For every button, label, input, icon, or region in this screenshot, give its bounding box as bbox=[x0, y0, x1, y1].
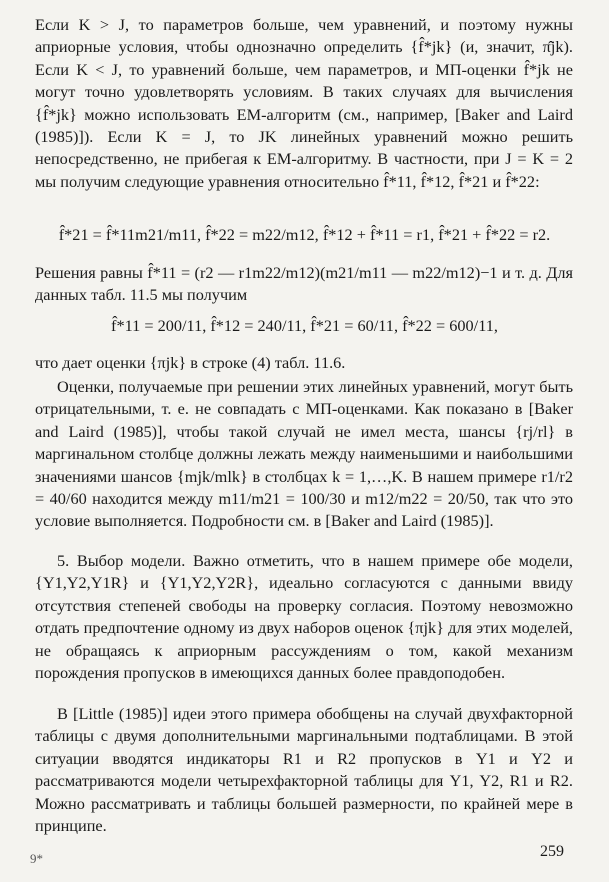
paragraph-6: В [Little (1985)] идеи этого примера обобщены на случай двухфакторной таблицы с двумя дополнительными маргинальными подтаблицами. В этой ситуации вводятся индикаторы R1 и R2 пропусков в Y1 и Y2 и рассматриваются модели четырехфакторной таблицы для Y1, Y2, R1 и R2. Можно рассматривать и таблицы большей размерности, по крайней мере в принципе. bbox=[35, 704, 573, 836]
paragraph-2: Решения равны f̂*11 = (r2 — r1m22/m12)(m21/m11 — m22/m12)−1 и т. д. Для данных табл. 11.5 мы получим bbox=[35, 263, 573, 305]
equation-2: f̂*11 = 200/11, f̂*12 = 240/11, f̂*21 = 60/11, f̂*22 = 600/11, bbox=[111, 316, 498, 335]
page-number: 259 bbox=[540, 843, 564, 860]
paragraph-1: Если K > J, то параметров больше, чем уравнений, и поэтому нужны априорные условия, чтобы однозначно определить {f̂*jk} (и, значит, π̂jk). Если K < J, то уравнений больше, чем параметров, и МП-оценки f̂*jk не могут точно удовлетворять условиям. В таких случаях для вычисления {f̂*jk} можно использовать ЕМ-алгоритм (см., например, [Baker and Laird (1985)]). Если K = J, то JK линейных уравнений можно решить непосредственно, не прибегая к ЕМ-алгоритму. В частности, при J = K = 2 мы получим следующие уравнения относительно f̂*11, f̂*12, f̂*21 и f̂*22: bbox=[35, 15, 573, 191]
equation-1: f̂*21 = f̂*11m21/m11, f̂*22 = m22/m12, f̂*12 + f̂*11 = r1, f̂*21 + f̂*22 = r2. bbox=[58, 225, 551, 244]
signature-mark: 9* bbox=[30, 851, 43, 866]
paragraph-3: что дает оценки {πjk} в строке (4) табл. 11.6. bbox=[35, 353, 346, 372]
paragraph-4: Оценки, получаемые при решении этих линейных уравнений, могут быть отрицательными, т. е. не совпадать с МП-оценками. Как показано в [Baker and Laird (1985)], чтобы такой случай не имел места, шансы {rj/rl} в маргинальном столбце должны лежать между наименьшими и наибольшими значениями шансов {mjk/mlk} в столбцах k = 1,…,K. В нашем примере r1/r2 = 40/60 находится между m11/m21 = 100/30 и m12/m22 = 20/50, так что это условие выполняется. Подробности см. в [Baker and Laird (1985)]. bbox=[35, 377, 573, 531]
paragraph-5-model-selection: 5. Выбор модели. Важно отметить, что в нашем примере обе модели, {Y1,Y2,Y1R} и {Y1,Y2,Y2R}, идеально согласуются с данными ввиду отсутствия степеней свободы на проверку согласия. Поэтому невозможно отдать предпочтение одному из двух наборов оценок {πjk} для этих моделей, не обращаясь к априорным рассуждениям о том, какой механизм порождения пропусков в имеющихся данных более правдоподобен. bbox=[35, 551, 573, 683]
